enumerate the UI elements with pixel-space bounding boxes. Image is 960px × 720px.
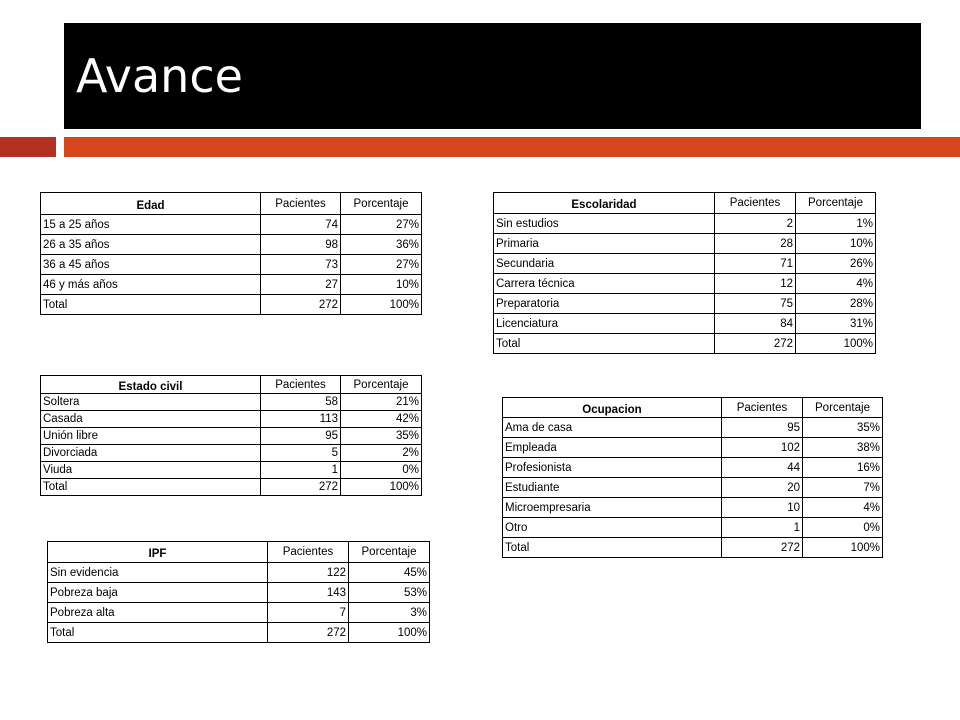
cell-porcentaje: 38% bbox=[803, 438, 883, 458]
cell-pacientes: 71 bbox=[715, 254, 796, 274]
cell-pacientes: 272 bbox=[261, 479, 341, 496]
cell-porcentaje: 100% bbox=[803, 538, 883, 558]
table-row bbox=[494, 254, 876, 274]
cell-pacientes: 272 bbox=[261, 295, 341, 315]
row-label: Soltera bbox=[41, 394, 261, 411]
table-row bbox=[503, 538, 883, 558]
table-row bbox=[41, 445, 422, 462]
row-label: 36 a 45 años bbox=[41, 255, 261, 275]
cell-porcentaje: 100% bbox=[796, 334, 876, 354]
row-label: Secundaria bbox=[494, 254, 715, 274]
cell-porcentaje: 0% bbox=[341, 462, 422, 479]
cell-porcentaje: 100% bbox=[341, 295, 422, 315]
column-header: Porcentaje bbox=[341, 376, 422, 394]
column-header: Porcentaje bbox=[796, 193, 876, 214]
table-row bbox=[41, 215, 422, 235]
cell-porcentaje: 0% bbox=[803, 518, 883, 538]
row-label: Otro bbox=[503, 518, 722, 538]
column-header: Pacientes bbox=[715, 193, 796, 214]
cell-porcentaje: 100% bbox=[341, 479, 422, 496]
cell-pacientes: 1 bbox=[722, 518, 803, 538]
row-label: Unión libre bbox=[41, 428, 261, 445]
cell-pacientes: 272 bbox=[715, 334, 796, 354]
table-row bbox=[503, 518, 883, 538]
cell-porcentaje: 7% bbox=[803, 478, 883, 498]
row-label: 15 a 25 años bbox=[41, 215, 261, 235]
table-header-row bbox=[503, 398, 883, 418]
cell-pacientes: 73 bbox=[261, 255, 341, 275]
cell-porcentaje: 2% bbox=[341, 445, 422, 462]
cell-porcentaje: 35% bbox=[803, 418, 883, 438]
cell-porcentaje: 27% bbox=[341, 215, 422, 235]
column-header: Porcentaje bbox=[341, 193, 422, 215]
accent-bar-left bbox=[0, 137, 56, 157]
cell-porcentaje: 28% bbox=[796, 294, 876, 314]
accent-bar-right bbox=[64, 137, 960, 157]
cell-pacientes: 102 bbox=[722, 438, 803, 458]
row-label: Sin estudios bbox=[494, 214, 715, 234]
row-label: Estudiante bbox=[503, 478, 722, 498]
cell-porcentaje: 26% bbox=[796, 254, 876, 274]
cell-porcentaje: 27% bbox=[341, 255, 422, 275]
row-label: Preparatoria bbox=[494, 294, 715, 314]
row-label: Total bbox=[41, 479, 261, 496]
row-label: Sin evidencia bbox=[48, 563, 268, 583]
column-header: Estado civil bbox=[41, 376, 261, 394]
table-row bbox=[48, 563, 430, 583]
cell-pacientes: 7 bbox=[268, 603, 349, 623]
table-row bbox=[503, 498, 883, 518]
cell-pacientes: 20 bbox=[722, 478, 803, 498]
table-row bbox=[503, 418, 883, 438]
cell-porcentaje: 1% bbox=[796, 214, 876, 234]
column-header: IPF bbox=[48, 542, 268, 563]
table-row bbox=[41, 275, 422, 295]
cell-pacientes: 272 bbox=[722, 538, 803, 558]
row-label: Profesionista bbox=[503, 458, 722, 478]
cell-pacientes: 143 bbox=[268, 583, 349, 603]
slide-title: Avance bbox=[76, 49, 243, 103]
table-row bbox=[41, 235, 422, 255]
row-label: Microempresaria bbox=[503, 498, 722, 518]
row-label: Total bbox=[503, 538, 722, 558]
cell-pacientes: 2 bbox=[715, 214, 796, 234]
table-header-row bbox=[41, 376, 422, 394]
cell-porcentaje: 42% bbox=[341, 411, 422, 428]
column-header: Pacientes bbox=[268, 542, 349, 563]
cell-porcentaje: 35% bbox=[341, 428, 422, 445]
table-row bbox=[494, 214, 876, 234]
row-label: Total bbox=[41, 295, 261, 315]
cell-pacientes: 122 bbox=[268, 563, 349, 583]
cell-pacientes: 1 bbox=[261, 462, 341, 479]
column-header: Ocupacion bbox=[503, 398, 722, 418]
table-row bbox=[41, 394, 422, 411]
cell-pacientes: 10 bbox=[722, 498, 803, 518]
row-label: Empleada bbox=[503, 438, 722, 458]
table-escolaridad bbox=[493, 192, 876, 354]
cell-pacientes: 58 bbox=[261, 394, 341, 411]
cell-porcentaje: 10% bbox=[796, 234, 876, 254]
table-row bbox=[494, 274, 876, 294]
cell-pacientes: 98 bbox=[261, 235, 341, 255]
cell-pacientes: 95 bbox=[722, 418, 803, 438]
table-header-row bbox=[41, 193, 422, 215]
row-label: Total bbox=[494, 334, 715, 354]
row-label: Divorciada bbox=[41, 445, 261, 462]
table-row bbox=[48, 583, 430, 603]
table-row bbox=[41, 479, 422, 496]
table-row bbox=[503, 458, 883, 478]
table-ipf bbox=[47, 541, 430, 643]
cell-porcentaje: 45% bbox=[349, 563, 430, 583]
row-label: Casada bbox=[41, 411, 261, 428]
column-header: Pacientes bbox=[261, 193, 341, 215]
table-row bbox=[41, 411, 422, 428]
cell-pacientes: 84 bbox=[715, 314, 796, 334]
table-row bbox=[48, 623, 430, 643]
table-edad bbox=[40, 192, 422, 315]
cell-pacientes: 44 bbox=[722, 458, 803, 478]
table-row bbox=[503, 478, 883, 498]
table-row bbox=[503, 438, 883, 458]
row-label: Pobreza baja bbox=[48, 583, 268, 603]
row-label: Total bbox=[48, 623, 268, 643]
table-row bbox=[41, 295, 422, 315]
row-label: Carrera técnica bbox=[494, 274, 715, 294]
cell-pacientes: 12 bbox=[715, 274, 796, 294]
row-label: Licenciatura bbox=[494, 314, 715, 334]
row-label: 46 y más años bbox=[41, 275, 261, 295]
cell-pacientes: 27 bbox=[261, 275, 341, 295]
table-row bbox=[41, 428, 422, 445]
cell-pacientes: 95 bbox=[261, 428, 341, 445]
cell-porcentaje: 10% bbox=[341, 275, 422, 295]
row-label: Pobreza alta bbox=[48, 603, 268, 623]
row-label: 26 a 35 años bbox=[41, 235, 261, 255]
column-header: Edad bbox=[41, 193, 261, 215]
row-label: Viuda bbox=[41, 462, 261, 479]
cell-porcentaje: 31% bbox=[796, 314, 876, 334]
table-row bbox=[494, 294, 876, 314]
title-bar bbox=[64, 23, 921, 129]
cell-pacientes: 28 bbox=[715, 234, 796, 254]
cell-pacientes: 113 bbox=[261, 411, 341, 428]
cell-porcentaje: 53% bbox=[349, 583, 430, 603]
cell-pacientes: 74 bbox=[261, 215, 341, 235]
column-header: Escolaridad bbox=[494, 193, 715, 214]
table-row bbox=[41, 462, 422, 479]
cell-porcentaje: 100% bbox=[349, 623, 430, 643]
column-header: Porcentaje bbox=[803, 398, 883, 418]
cell-porcentaje: 36% bbox=[341, 235, 422, 255]
column-header: Porcentaje bbox=[349, 542, 430, 563]
cell-pacientes: 272 bbox=[268, 623, 349, 643]
cell-porcentaje: 4% bbox=[803, 498, 883, 518]
cell-porcentaje: 4% bbox=[796, 274, 876, 294]
cell-pacientes: 75 bbox=[715, 294, 796, 314]
row-label: Primaria bbox=[494, 234, 715, 254]
table-row bbox=[494, 334, 876, 354]
cell-pacientes: 5 bbox=[261, 445, 341, 462]
table-estado-civil bbox=[40, 375, 422, 496]
table-row bbox=[494, 234, 876, 254]
cell-porcentaje: 3% bbox=[349, 603, 430, 623]
table-row bbox=[48, 603, 430, 623]
cell-porcentaje: 21% bbox=[341, 394, 422, 411]
column-header: Pacientes bbox=[722, 398, 803, 418]
cell-porcentaje: 16% bbox=[803, 458, 883, 478]
table-row bbox=[494, 314, 876, 334]
column-header: Pacientes bbox=[261, 376, 341, 394]
table-row bbox=[41, 255, 422, 275]
row-label: Ama de casa bbox=[503, 418, 722, 438]
table-header-row bbox=[48, 542, 430, 563]
table-ocupacion bbox=[502, 397, 883, 558]
table-header-row bbox=[494, 193, 876, 214]
